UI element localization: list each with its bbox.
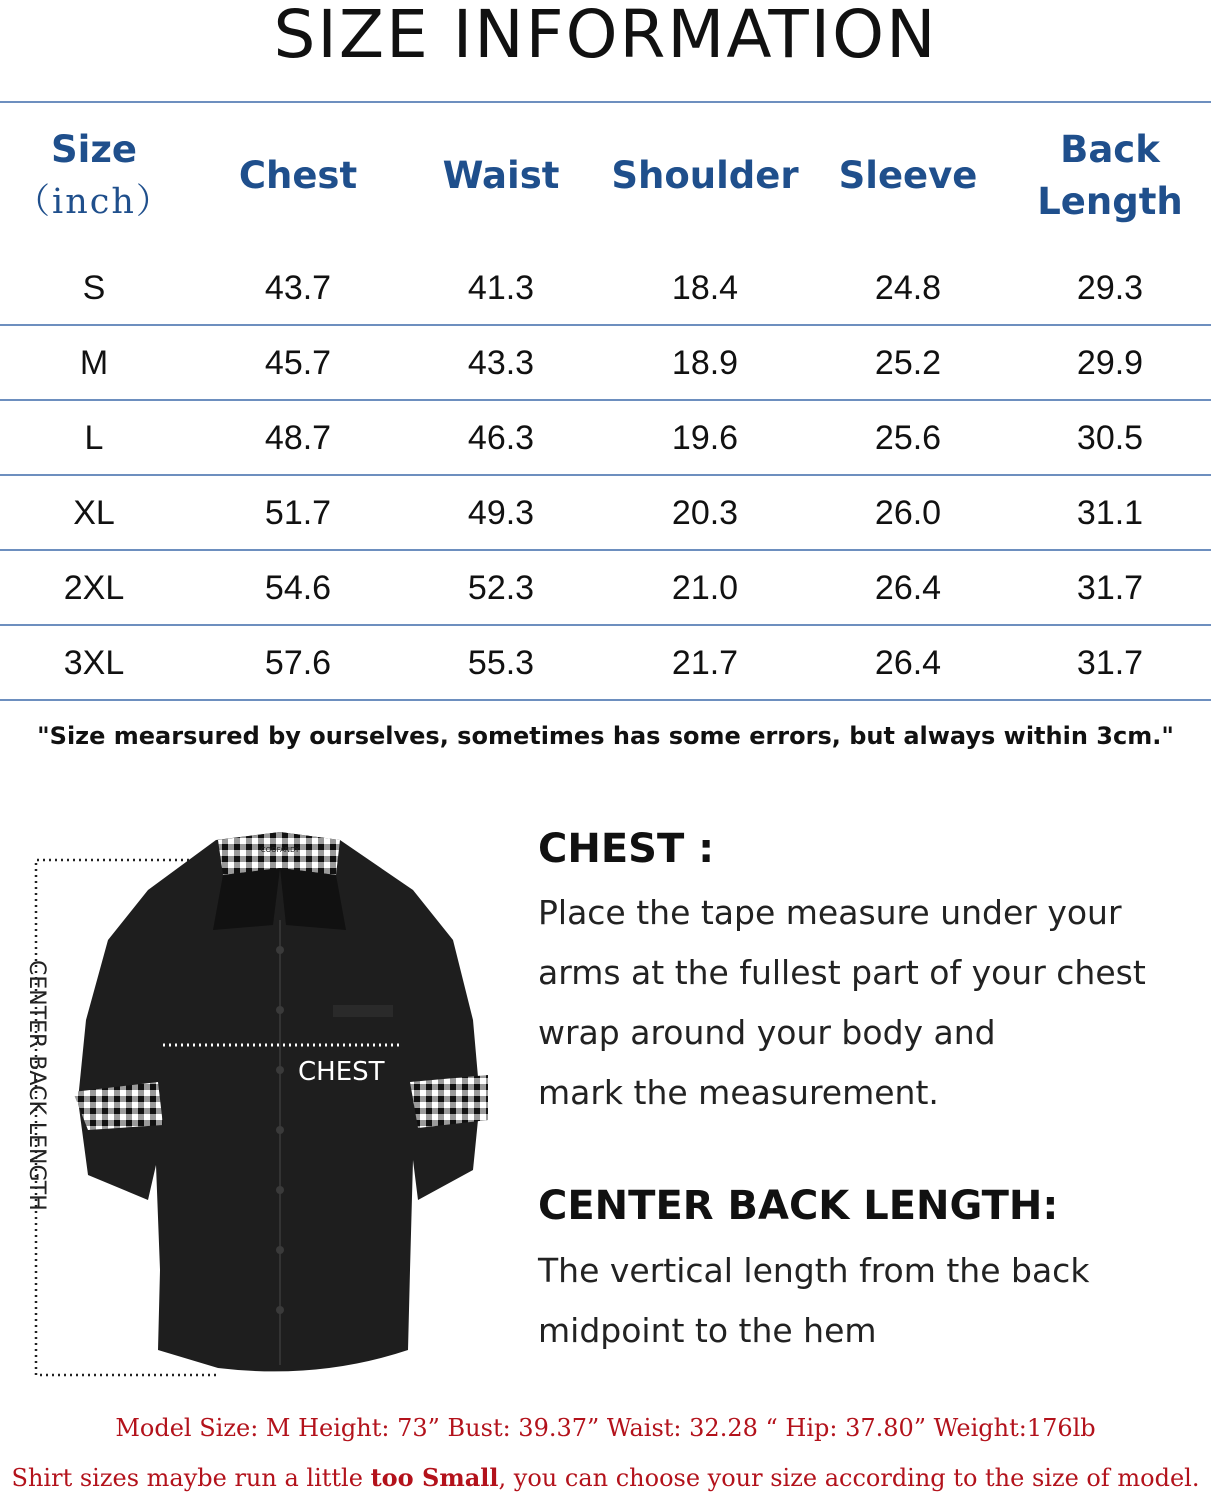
brand-label: COOFANDY	[260, 846, 300, 854]
table-cell: 26.0	[874, 494, 942, 532]
header-waist	[401, 101, 601, 251]
row-divider	[0, 399, 1211, 401]
header-shoulder	[602, 101, 808, 251]
table-cell: 49.3	[467, 494, 535, 532]
header-back-length	[1010, 101, 1210, 251]
table-cell: 26.4	[874, 569, 942, 607]
row-divider	[0, 624, 1211, 626]
table-cell: 19.6	[671, 419, 739, 457]
fit-advice	[0, 1463, 1211, 1492]
table-row	[0, 251, 1211, 326]
table-cell: 54.6	[264, 569, 332, 607]
table-cell: 30.5	[1076, 419, 1144, 457]
chest-heading: CHEST :	[538, 826, 715, 872]
header-chest-label: Chest	[238, 154, 358, 197]
table-cell: 31.1	[1076, 494, 1144, 532]
collar-left	[213, 868, 280, 930]
table-cell: 55.3	[467, 644, 535, 682]
back-line-2: midpoint to the hem	[538, 1311, 877, 1350]
table-cell: 48.7	[264, 419, 332, 457]
row-divider	[0, 474, 1211, 476]
header-sleeve	[808, 101, 1008, 251]
table-row	[0, 326, 1211, 401]
table-row	[0, 551, 1211, 626]
header-size	[0, 101, 188, 251]
header-waist-label: Waist	[442, 154, 560, 197]
fit-advice-bold: too Small	[370, 1463, 499, 1492]
chest-line-4: mark the measurement.	[538, 1073, 939, 1112]
fit-advice-pre: Shirt sizes maybe run a little	[11, 1464, 371, 1492]
header-shoulder-label: Shoulder	[611, 154, 799, 197]
table-cell: 25.6	[874, 419, 942, 457]
table-row	[0, 401, 1211, 476]
chest-line-3: wrap around your body and	[538, 1013, 996, 1052]
center-back-length-label: CENTER BACK LENGTH	[24, 960, 49, 1211]
chest-line-2: arms at the fullest part of your chest	[538, 953, 1146, 992]
page-title: SIZE INFORMATION	[273, 0, 938, 73]
measurement-note: "Size mearsured by ourselves, sometimes has some errors, but always within 3cm."	[37, 722, 1174, 750]
table-cell: XL	[73, 494, 115, 532]
chest-label: CHEST	[298, 1057, 385, 1087]
header-back-length-line1: Back	[1060, 128, 1160, 171]
table-cell: L	[84, 419, 104, 457]
row-divider	[0, 324, 1211, 326]
back-line-1: The vertical length from the back	[538, 1251, 1090, 1290]
table-cell: 31.7	[1076, 569, 1144, 607]
table-cell: 57.6	[264, 644, 332, 682]
table-cell: 20.3	[671, 494, 739, 532]
table-cell: 52.3	[467, 569, 535, 607]
table-cell: 31.7	[1076, 644, 1144, 682]
table-cell: 51.7	[264, 494, 332, 532]
table-cell: 2XL	[63, 569, 125, 607]
table-cell: 25.2	[874, 344, 942, 382]
table-cell: 18.4	[671, 269, 739, 307]
back-description	[538, 1241, 1203, 1361]
table-cell: M	[79, 344, 109, 382]
table-cell: 21.7	[671, 644, 739, 682]
shirt-svg	[18, 820, 518, 1390]
table-cell: 45.7	[264, 344, 332, 382]
shirt-pocket	[333, 1005, 393, 1017]
chest-line-1: Place the tape measure under your	[538, 893, 1122, 932]
header-size-label: Size	[51, 128, 137, 171]
collar-right	[280, 868, 346, 930]
table-cell: 24.8	[874, 269, 942, 307]
back-heading: CENTER BACK LENGTH:	[538, 1183, 1059, 1229]
header-sleeve-label: Sleeve	[838, 154, 978, 197]
table-cell: 29.3	[1076, 269, 1144, 307]
table-cell: 46.3	[467, 419, 535, 457]
row-divider	[0, 699, 1211, 701]
row-divider	[0, 549, 1211, 551]
table-row	[0, 626, 1211, 701]
header-size-unit: （inch）	[15, 182, 173, 222]
header-back-length-line2: Length	[1037, 180, 1183, 223]
table-cell: 41.3	[467, 269, 535, 307]
table-cell: 3XL	[63, 644, 125, 682]
table-cell: 29.9	[1076, 344, 1144, 382]
model-size-info: Model Size: M Height: 73” Bust: 39.37” Waist: 32.28 “ Hip: 37.80” Weight:176lb	[115, 1414, 1096, 1442]
table-cell: 18.9	[671, 344, 739, 382]
table-header-row	[0, 101, 1211, 251]
table-cell: 43.7	[264, 269, 332, 307]
table-row	[0, 476, 1211, 551]
header-chest	[198, 101, 398, 251]
shirt-illustration	[18, 820, 518, 1390]
fit-advice-post: , you can choose your size according to the size of model.	[498, 1464, 1200, 1492]
chest-description	[538, 883, 1203, 1123]
table-cell: 26.4	[874, 644, 942, 682]
table-cell: 21.0	[671, 569, 739, 607]
table-cell: 43.3	[467, 344, 535, 382]
right-cuff	[410, 1075, 488, 1128]
table-cell: S	[82, 269, 106, 307]
